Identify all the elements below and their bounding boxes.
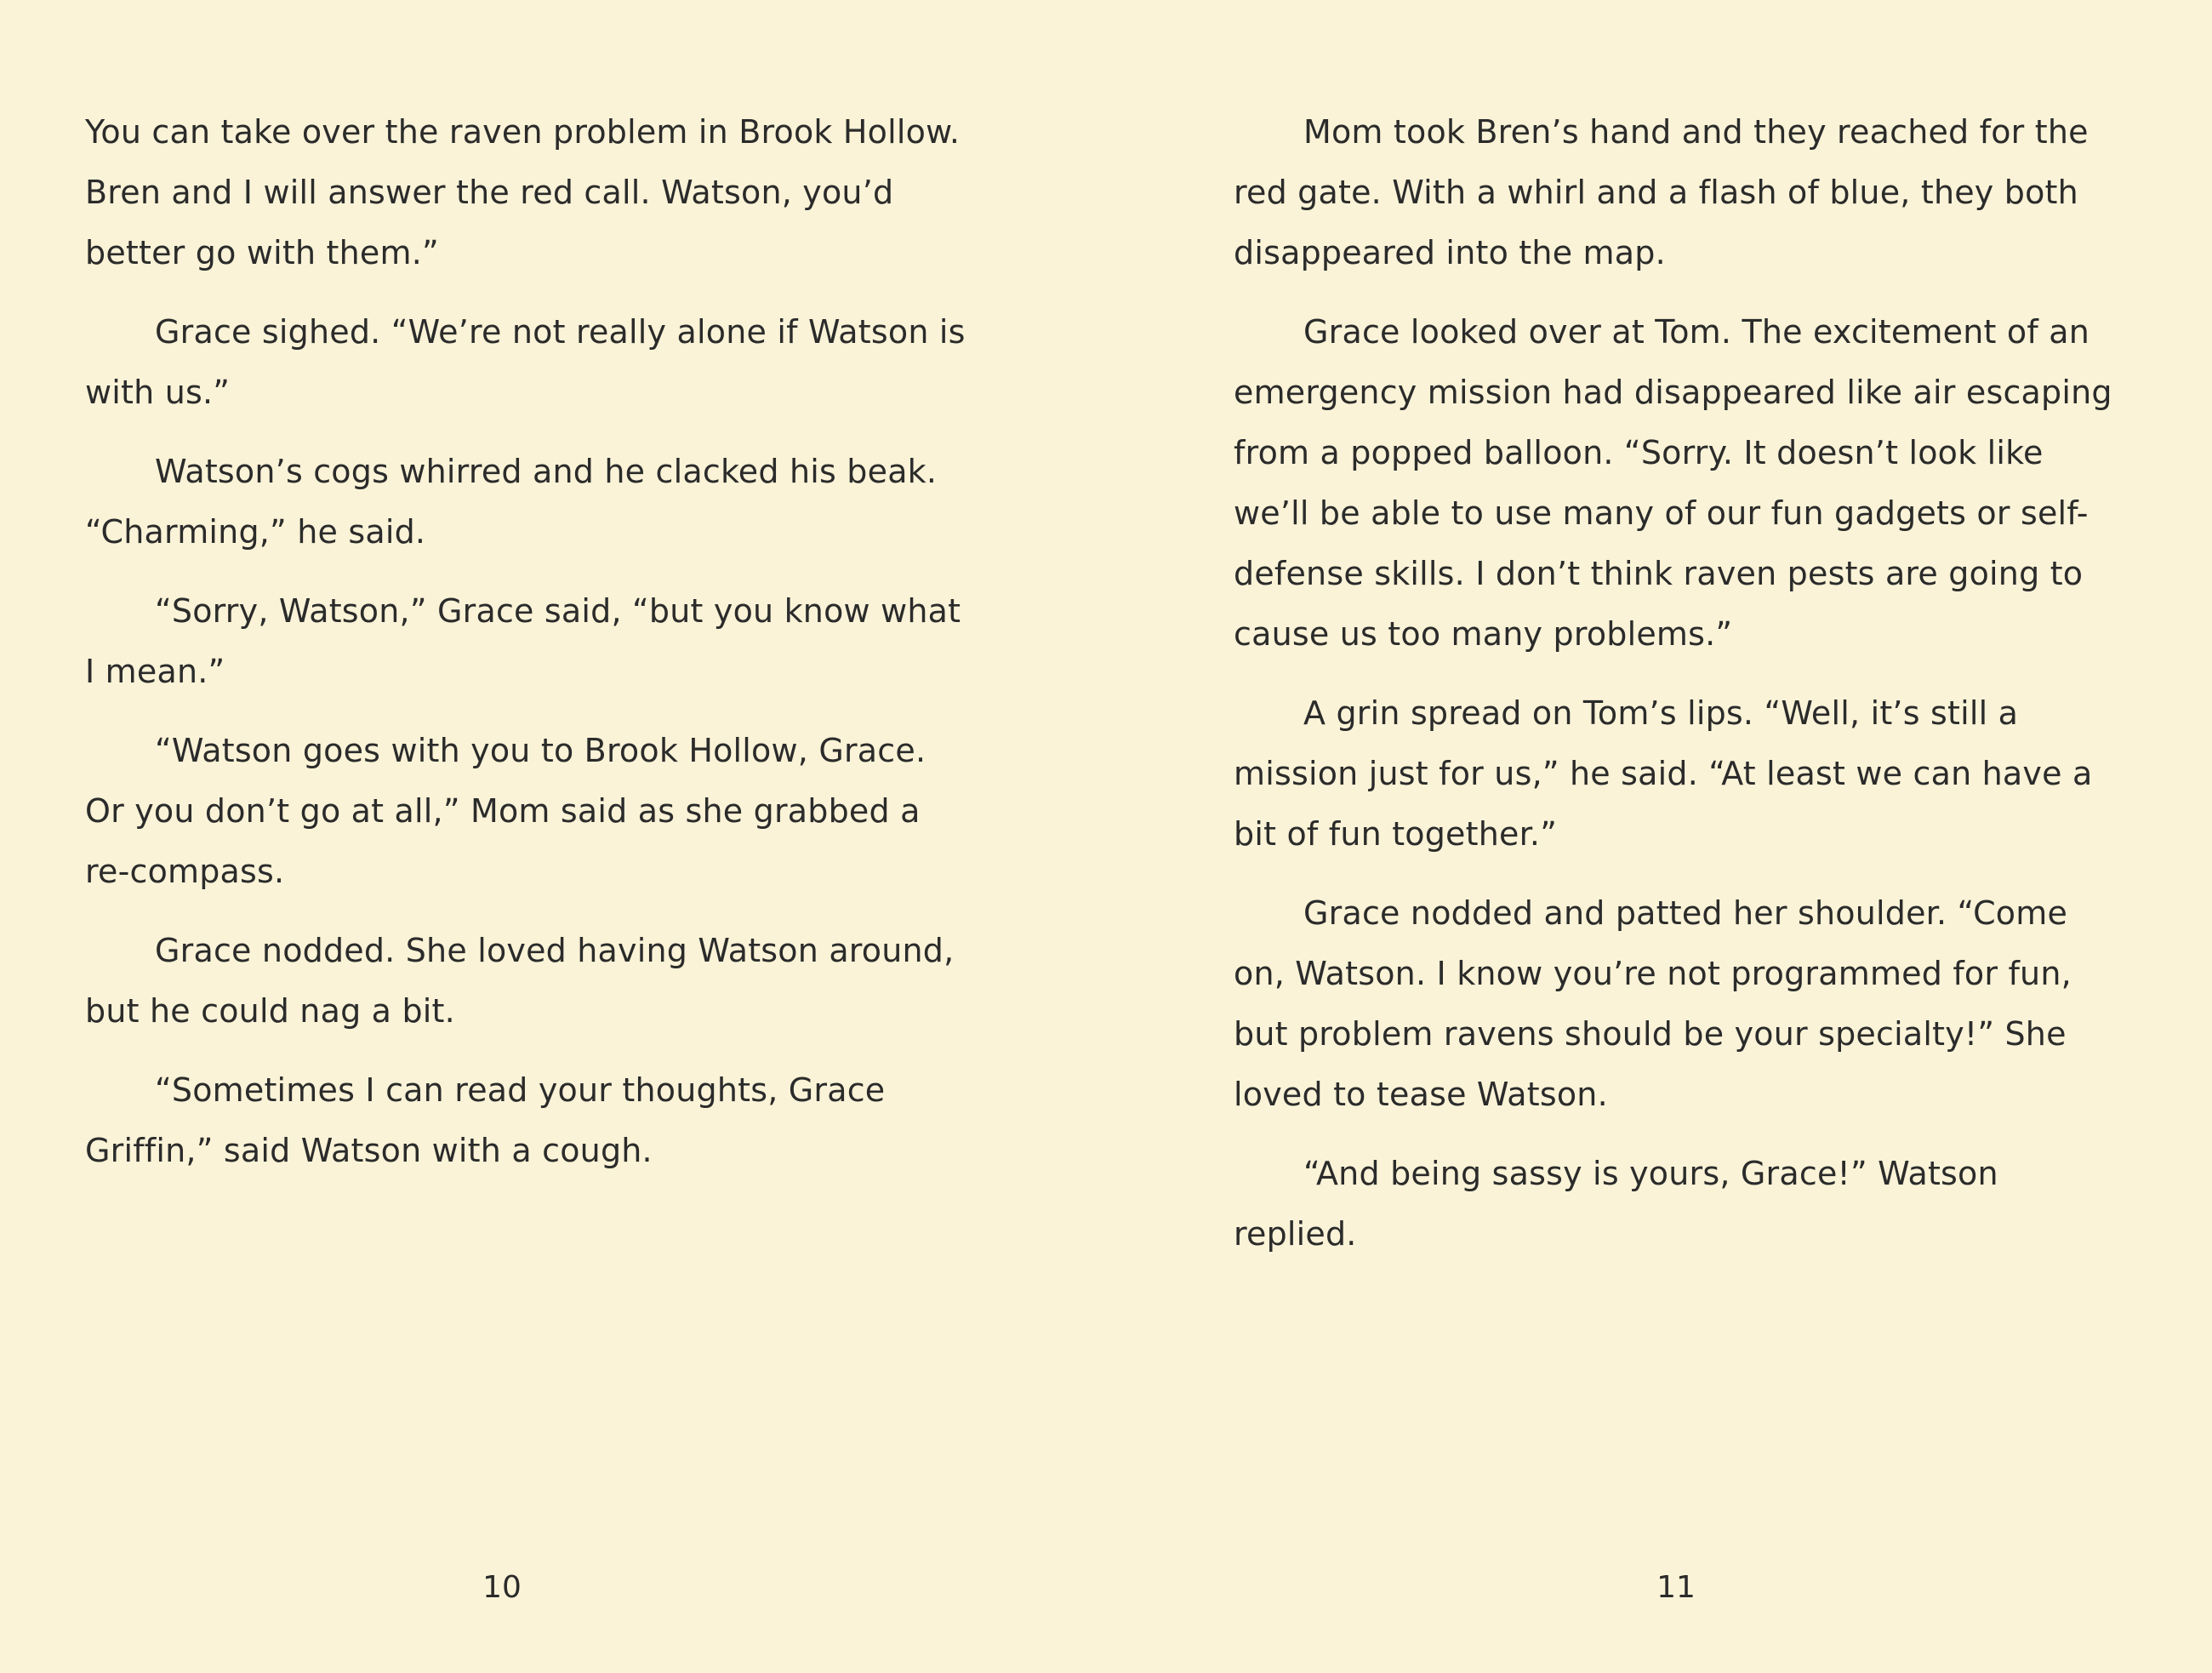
page-number-right: 11 [1656, 1570, 1696, 1605]
paragraph: “Sorry, Watson,” Grace said, “but you know what I mean.” [85, 592, 961, 690]
paragraph: Grace looked over at Tom. The excitement of an emergency mission had disappeared like air escaping from a popped balloon. “Sorry. It doesn’t look like we’ll be able to use many of our fun gadgets or self-defense skills. I don’t think raven pests are going to cause us too many problems.” [1234, 313, 2112, 653]
paragraph: You can take over the raven problem in Brook Hollow. Bren and I will answer the red call. Watson, you’d better go with them.” [85, 113, 961, 271]
paragraph: Grace nodded and patted her shoulder. “Come on, Watson. I know you’re not programmed for fun, but problem ravens should be your specialty!” She loved to tease Watson. [1234, 894, 2072, 1113]
paragraph: Grace sighed. “We’re not really alone if Watson is with us.” [85, 313, 966, 411]
right-page [1106, 0, 2212, 1673]
paragraph: A grin spread on Tom’s lips. “Well, it’s still a mission just for us,” he said. “At least we can have a bit of fun together.” [1234, 694, 2093, 853]
paragraph: “Watson goes with you to Brook Hollow, Grace. Or you don’t go at all,” Mom said as she grabbed a re-compass. [85, 732, 926, 890]
paragraph: Mom took Bren’s hand and they reached for the red gate. With a whirl and a flash of blue, they both disappeared into the map. [1234, 113, 2089, 271]
paragraph: Watson’s cogs whirred and he clacked his beak. “Charming,” he said. [85, 453, 938, 551]
paragraph: “And being sassy is yours, Grace!” Watson replied. [1234, 1155, 1998, 1253]
left-page-text [85, 102, 970, 1569]
page-number-left: 10 [482, 1570, 522, 1605]
right-page-text [1234, 102, 2118, 1569]
paragraph: Grace nodded. She loved having Watson around, but he could nag a bit. [85, 932, 955, 1030]
paragraph: “Sometimes I can read your thoughts, Grace Griffin,” said Watson with a cough. [85, 1071, 886, 1169]
